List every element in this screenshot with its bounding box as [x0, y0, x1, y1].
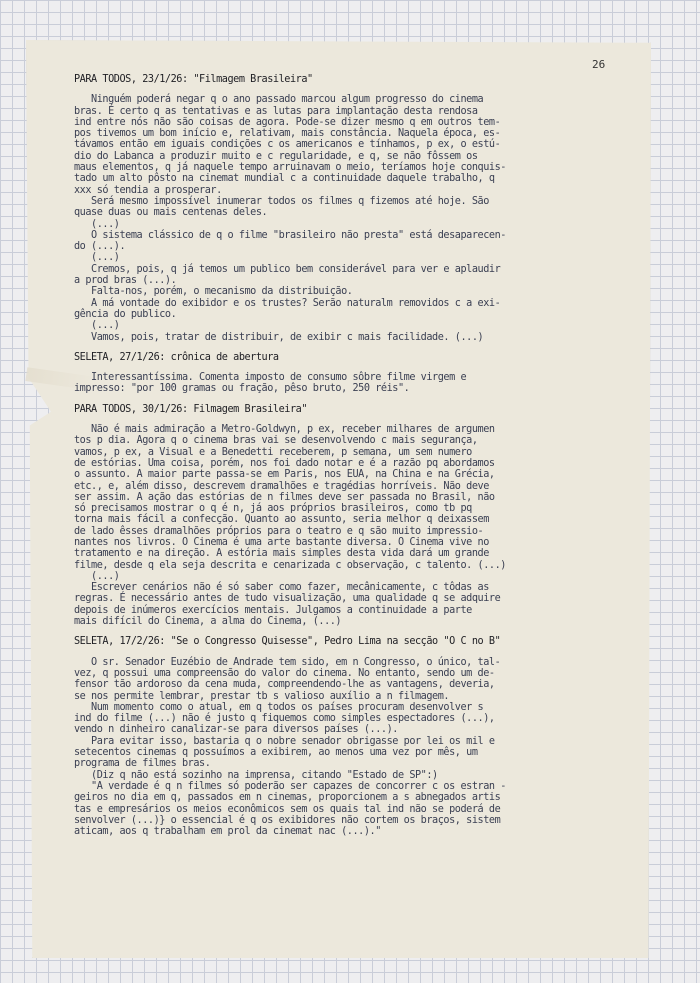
- text-line: impresso: "por 100 gramas ou fração, pêso bruto, 250 réis".: [74, 383, 410, 395]
- text-line: aticam, aos q trabalham em prol da cinemat nac (...).": [74, 826, 381, 838]
- text-line: Para evitar isso, bastaria q o nobre senador obrigasse por lei os mil e: [74, 735, 495, 747]
- paragraph-gap: [74, 415, 634, 424]
- text-line: vendo n dinheiro canalizar-se para diversos países (...).: [74, 724, 398, 736]
- text-line: de estórias. Uma coisa, porém, nos foi dado notar e é a razão pq abordamos: [74, 457, 495, 469]
- text-line: depois de inúmeros exercícios mentais. Julgamos a continuidade a parte: [74, 604, 472, 616]
- text-line: o assunto. A maior parte passa-se em Paris, nos EUA, na China e na Grécia,: [74, 469, 495, 481]
- section-heading: SELETA, 17/2/26: "Se o Congresso Quisesse", Pedro Lima na secção "O C no B": [74, 636, 501, 648]
- text-line: O sr. Senador Euzébio de Andrade tem sido, em n Congresso, o único, tal-: [74, 656, 501, 668]
- text-line: pos tivemos um bom início e, relativam, mais constância. Naquela época, es-: [74, 128, 501, 140]
- text-line: tado um alto pôsto na cinemat mundial c a continuidade daquele trabalho, q: [74, 173, 495, 185]
- text-line: regras. É necessário antes de tudo visualização, uma qualidade q se adquire: [74, 593, 501, 605]
- text-line: dio do Labanca a produzir muito e c regularidade, e q, se não fôssem os: [74, 150, 478, 162]
- text-line: programa de filmes bras.: [74, 758, 211, 770]
- paragraph-gap: [74, 363, 634, 372]
- text-line: (...): [74, 320, 120, 332]
- text-line: de lado êsses dramalhões próprios para o teatro e q são muito impressio-: [74, 525, 484, 537]
- text-line: (...): [74, 252, 120, 264]
- text-line: O sistema clássico de q o filme "brasileiro não presta" está desaparecen-: [74, 229, 506, 241]
- text-line: "A verdade é q n filmes só poderão ser capazes de concorrer c os estran -: [74, 780, 506, 792]
- text-line: gência do publico.: [74, 308, 177, 320]
- text-line: a prod bras (...).: [74, 275, 177, 287]
- section-heading: SELETA, 27/1/26: crônica de abertura: [74, 351, 279, 363]
- text-line: (...): [74, 570, 120, 582]
- text-line: só precisamos mostrar o q é n, já aos próprios brasileiros, como tb pq: [74, 503, 472, 515]
- text-line: se nos permite lembrar, prestar tb s valioso auxílio a n filmagem.: [74, 690, 450, 702]
- text-line: ser assim. A ação das estórias de n filmes deve ser passada no Brasil, não: [74, 491, 495, 503]
- text-line: távamos então em iguais condições c os americanos e tínhamos, p ex, o estú-: [74, 139, 501, 151]
- text-line: Vamos, pois, tratar de distribuir, de exibir c mais facilidade. (...): [74, 331, 484, 343]
- section-heading: PARA TODOS, 30/1/26: Filmagem Brasileira": [74, 403, 308, 415]
- document-body: [74, 74, 634, 837]
- text-line: (Diz q não está sozinho na imprensa, citando "Estado de SP":): [74, 769, 438, 781]
- paragraph-gap: [74, 627, 634, 636]
- text-line: ind entre nós não são coisas de agora. Pode-se dizer mesmo q em outros tem-: [74, 116, 501, 128]
- text-line: vez, q possui uma compreensão do valor do cinema. No entanto, sendo um de-: [74, 667, 495, 679]
- text-line: nantes nos livros. O Cinema é uma arte bastante diversa. O Cinema vive no: [74, 536, 489, 548]
- text-line: xxx só tendia a prosperar.: [74, 184, 222, 196]
- text-line: (...): [74, 218, 120, 230]
- text-line: mais difícil do Cinema, a alma do Cinema, (...): [74, 616, 342, 628]
- text-line: Cremos, pois, q já temos um publico bem considerável para ver e aplaudir: [74, 263, 501, 275]
- paragraph-gap: [74, 85, 634, 94]
- text-line: Não é mais admiração a Metro-Goldwyn, p ex, receber milhares de argumen: [74, 424, 495, 436]
- text-line: Num momento como o atual, em q todos os países procuram desenvolver s: [74, 701, 484, 713]
- text-line: Interessantíssima. Comenta imposto de consumo sôbre filme virgem e: [74, 372, 467, 384]
- page-number: 26: [592, 58, 606, 71]
- text-line: tratamento e na direção. A estória mais simples desta vida dará um grande: [74, 548, 489, 560]
- text-line: A má vontade do exibidor e os trustes? Serão naturalm removidos c a exi-: [74, 297, 501, 309]
- text-line: torna mais fácil a confecção. Quanto ao assunto, seria melhor q deixassem: [74, 514, 489, 526]
- paragraph-gap: [74, 343, 634, 352]
- text-line: senvolver (...)} o essencial é q os exibidores não cortem os braços, sistem: [74, 814, 501, 826]
- text-line: setecentos cinemas q possuímos a exibirem, ao menos uma vez por mês, um: [74, 747, 478, 759]
- text-line: etc., e, além disso, descrevem dramalhões e tragédias horríveis. Não deve: [74, 480, 489, 492]
- text-line: Será mesmo impossível inumerar todos os filmes q fizemos até hoje. São: [74, 195, 489, 207]
- text-line: bras. É certo q as tentativas e as lutas para implantação desta rendosa: [74, 105, 478, 117]
- text-line: filme, desde q ela seja descrita e cenarizada c observação, c talento. (...): [74, 559, 506, 571]
- text-line: tas e empresários os meios econômicos sem os quais tal ind não se poderá de: [74, 803, 501, 815]
- text-line: ind do filme (...) não é justo q fiquemos como simples espectadores (...),: [74, 713, 495, 725]
- paragraph-gap: [74, 648, 634, 657]
- text-line: Ninguém poderá negar q o ano passado marcou algum progresso do cinema: [74, 94, 484, 106]
- section-heading: PARA TODOS, 23/1/26: "Filmagem Brasileira": [74, 74, 313, 85]
- text-line: vamos, p ex, a Visual e a Benedetti receberem, p semana, um sem numero: [74, 446, 472, 458]
- text-line: Falta-nos, porém, o mecanismo da distribuição.: [74, 286, 353, 298]
- text-line: do (...).: [74, 241, 126, 253]
- text-line: Escrever cenários não é só saber como fazer, mecânicamente, c tôdas as: [74, 582, 489, 594]
- text-line: fensor tão ardoroso da cena muda, compreendendo-lhe as vantagens, deveria,: [74, 679, 495, 691]
- text-line: maus elementos, q já naquele tempo arruinavam o meio, teríamos hoje conquis-: [74, 162, 506, 174]
- paragraph-gap: [74, 395, 634, 404]
- text-line: tos p dia. Agora q o cinema bras vai se desenvolvendo c mais segurança,: [74, 435, 478, 447]
- text-line: quase duas ou mais centenas deles.: [74, 207, 268, 219]
- text-line: geiros no dia em q, passados em n cinemas, proporcionem a s abnegados artis: [74, 792, 501, 804]
